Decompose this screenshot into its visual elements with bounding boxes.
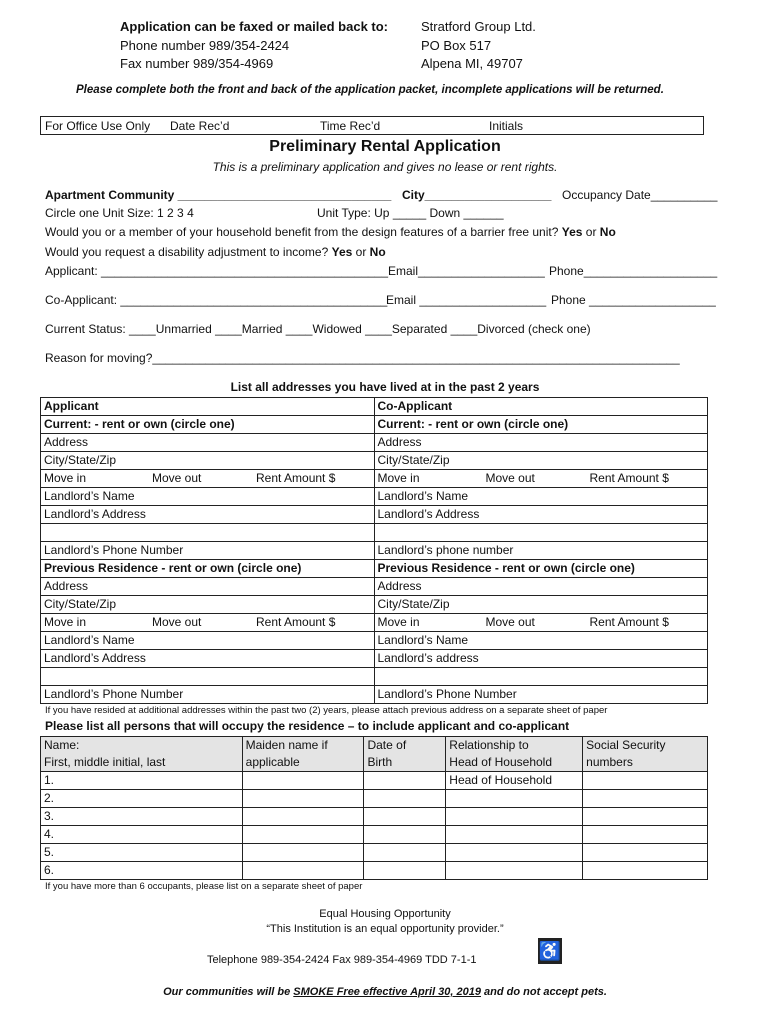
coapplicant-address-cell[interactable]: Co-Applicant [374,398,708,416]
coapplicant-address-cell[interactable]: Landlord’s Address [374,506,708,524]
company-name: Stratford Group Ltd. [421,19,536,34]
coapplicant-field[interactable]: Co-Applicant: ________________________________________ [45,293,388,307]
occupant-relationship-cell[interactable] [446,808,583,826]
coapplicant-address-cell[interactable] [374,614,708,632]
occupant-dob-cell[interactable] [364,862,446,880]
address-row [41,470,708,488]
occupant-relationship-cell[interactable] [446,862,583,880]
rent-amount-label: Rent Amount $ [256,615,336,629]
move-out-label: Move out [152,471,202,485]
disability-yes[interactable]: Yes [331,245,353,259]
address-row [41,668,708,686]
address-row [41,560,708,578]
col-maiden-line1: Maiden name if [245,738,328,752]
occupant-relationship-cell[interactable] [446,826,583,844]
rent-amount-label: Rent Amount $ [589,471,669,485]
applicant-address-cell[interactable]: Current: - rent or own (circle one) [41,416,375,434]
col-relationship-header [446,737,583,772]
occupant-ssn-cell[interactable] [583,862,708,880]
wheelchair-icon: ♿ [538,938,562,964]
move-in-label: Move in [44,615,87,629]
applicant-address-cell[interactable]: Previous Residence - rent or own (circle one) [41,560,375,578]
occupant-row [41,826,708,844]
coapplicant-address-cell[interactable]: Landlord’s Name [374,632,708,650]
col-rel-line2: Head of Household [449,755,553,769]
occupant-maiden-cell[interactable] [242,790,364,808]
coapplicant-address-cell[interactable]: City/State/Zip [374,452,708,470]
move-in-label: Move in [377,471,420,485]
reason-moving-field[interactable]: Reason for moving?_______________________________________________________________________________ [45,351,680,365]
phone-line: Phone number 989/354-2424 [120,38,290,53]
occupant-maiden-cell[interactable] [242,772,364,790]
address-row [41,524,708,542]
address-row [41,614,708,632]
occupant-ssn-cell[interactable] [583,844,708,862]
applicant-address-cell[interactable]: Landlord’s Phone Number [41,542,375,560]
barrier-or: or [582,225,600,239]
smoke-free-notice [0,986,770,998]
occupant-name-cell[interactable]: 5. [41,844,243,862]
occupant-ssn-cell[interactable] [583,790,708,808]
barrier-free-text: Would you or a member of your household benefit from the design features of a barrier free unit? [45,225,562,239]
col-maiden-header [242,737,364,772]
smoke-pre: Our communities will be [163,986,294,998]
office-use-box [40,116,704,135]
address-row [41,686,708,704]
occupant-ssn-cell[interactable] [583,826,708,844]
col-maiden-line2: applicable [245,755,300,769]
contact-line: Telephone 989-354-2424 Fax 989-354-4969 TDD 7-1-1 [207,954,477,966]
col-rel-line1: Relationship to [449,738,529,752]
applicant-email-field[interactable]: Email___________________ [388,264,545,278]
occupant-relationship-cell[interactable]: Head of Household [446,772,583,790]
address-row [41,434,708,452]
disability-question [45,245,386,259]
move-out-label: Move out [152,615,202,629]
smoke-post: and do not accept pets. [481,986,607,998]
move-out-label: Move out [485,615,535,629]
move-in-label: Move in [377,615,420,629]
applicant-address-cell[interactable]: Applicant [41,398,375,416]
applicant-address-cell[interactable] [41,668,375,686]
occupant-name-cell[interactable]: 1. [41,772,243,790]
occupant-relationship-cell[interactable] [446,790,583,808]
col-dob-header [364,737,446,772]
occupant-relationship-cell[interactable] [446,844,583,862]
applicant-address-cell[interactable]: Address [41,434,375,452]
col-ssn-line2: numbers [586,755,633,769]
unit-size-field[interactable]: Circle one Unit Size: 1 2 3 4 [45,206,194,220]
occupant-row [41,862,708,880]
addresses-heading: List all addresses you have lived at in the past 2 years [230,380,540,394]
occupant-name-cell[interactable]: 6. [41,862,243,880]
col-name-header [41,737,243,772]
coapplicant-address-cell[interactable]: Landlord’s Phone Number [374,686,708,704]
occupant-row [41,790,708,808]
address-row [41,650,708,668]
current-status-field[interactable]: Current Status: ____Unmarried ____Married ____Widowed ____Separated ____Divorced (check one) [45,322,591,336]
occupants-note: If you have more than 6 occupants, please list on a separate sheet of paper [45,881,363,892]
applicant-field[interactable]: Applicant: ___________________________________________ [45,264,389,278]
move-out-label: Move out [485,471,535,485]
applicant-address-cell[interactable] [41,524,375,542]
occupant-dob-cell[interactable] [364,772,446,790]
occupant-name-cell[interactable]: 3. [41,808,243,826]
address-row [41,452,708,470]
coapplicant-address-cell[interactable] [374,524,708,542]
col-dob-line2: Birth [367,755,393,769]
barrier-free-question [45,225,616,239]
occupant-dob-cell[interactable] [364,790,446,808]
occupant-dob-cell[interactable] [364,826,446,844]
address-row [41,506,708,524]
barrier-yes[interactable]: Yes [561,225,583,239]
addresses-table [40,397,708,704]
rent-amount-label: Rent Amount $ [589,615,669,629]
office-use-label: For Office Use Only [45,119,151,133]
applicant-address-cell[interactable]: City/State/Zip [41,596,375,614]
occupant-name-cell[interactable]: 2. [41,790,243,808]
page-title: Preliminary Rental Application [269,138,501,155]
initials: Initials [489,119,524,133]
occupancy-date-field[interactable]: Occupancy Date__________ [562,188,718,202]
occupant-row [41,772,708,790]
notice: Please complete both the front and back of the application packet, incomplete applications will be returned. [76,84,664,96]
apartment-community-field[interactable]: Apartment Community ________________________________ [45,188,392,202]
occupant-maiden-cell[interactable] [242,826,364,844]
occupants-heading: Please list all persons that will occupy the residence – to include applicant and co-applicant [45,719,570,733]
faxed-label: Application can be faxed or mailed back to: [120,19,389,34]
address-row [41,488,708,506]
coapplicant-phone-field[interactable]: Phone ___________________ [551,293,716,307]
time-recd: Time Rec’d [320,119,381,133]
occupants-table [40,736,708,880]
unit-type-field[interactable]: Unit Type: Up _____ Down ______ [317,206,504,220]
coapplicant-address-cell[interactable]: Address [374,434,708,452]
occupant-ssn-cell[interactable] [583,808,708,826]
rent-amount-label: Rent Amount $ [256,471,336,485]
coapplicant-address-cell[interactable]: Previous Residence - rent or own (circle one) [374,560,708,578]
occupant-row [41,844,708,862]
move-in-label: Move in [44,471,87,485]
applicant-address-cell[interactable] [41,614,375,632]
coapplicant-email-field[interactable]: Email ___________________ [386,293,547,307]
applicant-address-cell[interactable]: Landlord’s Address [41,506,375,524]
col-name-line1: Name: [44,738,80,752]
occupant-maiden-cell[interactable] [242,844,364,862]
subtitle: This is a preliminary application and gives no lease or rent rights. [212,160,558,174]
occupant-row [41,808,708,826]
applicant-address-cell[interactable]: Landlord’s Name [41,488,375,506]
coapplicant-address-cell[interactable] [374,470,708,488]
col-ssn-line1: Social Security [586,738,666,752]
equal-housing: Equal Housing Opportunity [319,908,451,920]
occupant-maiden-cell[interactable] [242,862,364,880]
coapplicant-address-cell[interactable]: Current: - rent or own (circle one) [374,416,708,434]
disability-no[interactable]: No [369,245,386,259]
applicant-address-cell[interactable]: City/State/Zip [41,452,375,470]
city-field[interactable]: City___________________ [402,188,552,202]
city-state: Alpena MI, 49707 [421,56,523,71]
coapplicant-address-cell[interactable]: Address [374,578,708,596]
occupant-ssn-cell[interactable] [583,772,708,790]
applicant-address-cell[interactable]: Landlord’s Phone Number [41,686,375,704]
date-recd: Date Rec’d [170,119,230,133]
coapplicant-address-cell[interactable]: Landlord’s Name [374,488,708,506]
applicant-address-cell[interactable]: Landlord’s Name [41,632,375,650]
coapplicant-address-cell[interactable] [374,668,708,686]
fax-line: Fax number 989/354-4969 [120,56,274,71]
col-dob-line1: Date of [367,738,407,752]
equal-provider: “This Institution is an equal opportunity provider.” [266,923,504,935]
applicant-address-cell[interactable]: Landlord’s Address [41,650,375,668]
col-ssn-header [583,737,708,772]
coapplicant-address-cell[interactable]: Landlord’s address [374,650,708,668]
coapplicant-address-cell[interactable]: Landlord’s phone number [374,542,708,560]
applicant-phone-field[interactable]: Phone____________________ [549,264,718,278]
disability-text: Would you request a disability adjustment to income? [45,245,332,259]
address-row [41,398,708,416]
occupant-maiden-cell[interactable] [242,808,364,826]
smoke-date: SMOKE Free effective April 30, 2019 [293,986,481,998]
address-row [41,578,708,596]
occupant-name-cell[interactable]: 4. [41,826,243,844]
address-row [41,416,708,434]
disability-or: or [352,245,370,259]
occupant-dob-cell[interactable] [364,844,446,862]
address-row [41,632,708,650]
addresses-note: If you have resided at additional addresses within the past two (2) years, please attach previous address on a separate sheet of paper [45,705,608,716]
applicant-address-cell[interactable]: Address [41,578,375,596]
occupant-dob-cell[interactable] [364,808,446,826]
col-name-line2: First, middle initial, last [44,755,166,769]
applicant-address-cell[interactable] [41,470,375,488]
address-row [41,542,708,560]
address-row [41,596,708,614]
po-box: PO Box 517 [421,38,492,53]
coapplicant-address-cell[interactable]: City/State/Zip [374,596,708,614]
barrier-no[interactable]: No [599,225,616,239]
